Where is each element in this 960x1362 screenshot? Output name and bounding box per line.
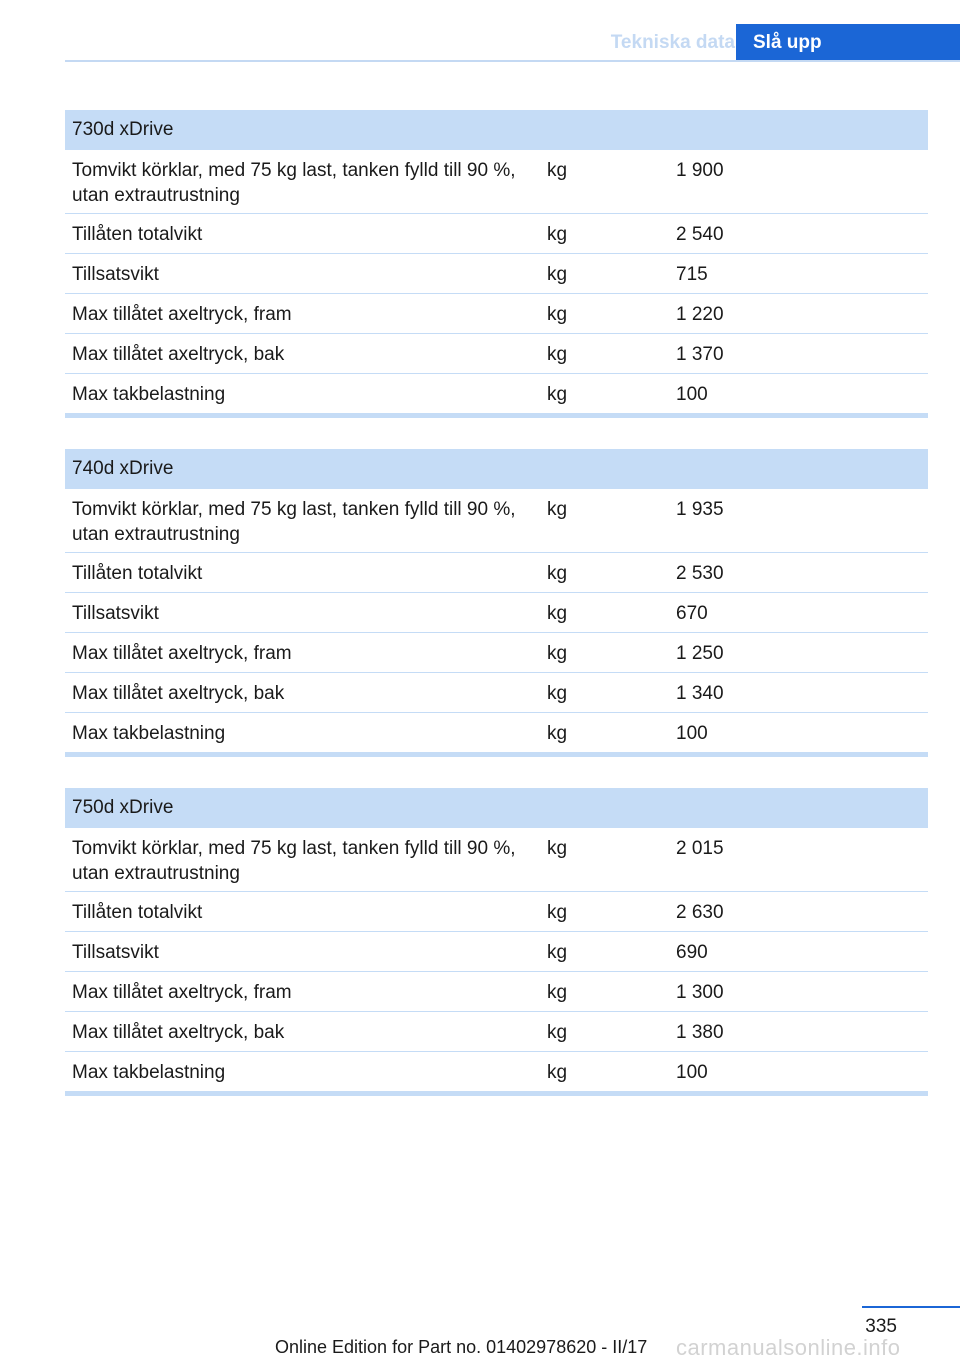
table-row: [65, 1052, 928, 1092]
table-row: [65, 972, 928, 1012]
row-label: Max takbelastning: [72, 384, 226, 405]
table-row: [65, 828, 928, 892]
row-label: Tillsatsvikt: [72, 264, 159, 285]
spec-table-750d: [65, 788, 928, 1096]
table-row: [65, 374, 928, 414]
table-row: [65, 214, 928, 254]
row-unit: kg: [547, 942, 568, 963]
row-unit: kg: [547, 224, 568, 245]
table-row: [65, 932, 928, 972]
row-value: 1 220: [676, 304, 724, 325]
row-unit: kg: [547, 1062, 568, 1083]
row-label: Tomvikt körklar, med 75 kg last, tanken fylld till 90 %, utan extrautrustning: [72, 160, 516, 206]
row-unit: kg: [547, 264, 568, 285]
row-unit: kg: [547, 304, 568, 325]
table-header: 740d xDrive: [65, 449, 928, 489]
row-label: Tillsatsvikt: [72, 942, 159, 963]
table-row: [65, 334, 928, 374]
row-value: 1 300: [676, 982, 724, 1003]
table-row: [65, 892, 928, 932]
row-unit: kg: [547, 1022, 568, 1043]
table-row: [65, 633, 928, 673]
row-value: 1 935: [676, 499, 724, 520]
row-label: Max tillåtet axeltryck, bak: [72, 683, 285, 704]
row-label: Max tillåtet axeltryck, fram: [72, 982, 292, 1003]
row-label: Max tillåtet axeltryck, fram: [72, 304, 292, 325]
edition-note: Online Edition for Part no. 01402978620 - II/17: [275, 1337, 648, 1357]
row-value: 715: [676, 264, 708, 285]
table-end-rule: [65, 1091, 928, 1096]
row-value: 2 530: [676, 563, 724, 584]
row-value: 100: [676, 723, 708, 744]
row-unit: kg: [547, 723, 568, 744]
row-value: 1 250: [676, 643, 724, 664]
row-value: 1 370: [676, 344, 724, 365]
row-label: Tillåten totalvikt: [72, 902, 203, 923]
row-unit: kg: [547, 902, 568, 923]
footer-divider: [862, 1306, 960, 1308]
table-row: [65, 150, 928, 214]
watermark: carmanualsonline.info: [676, 1335, 901, 1360]
row-value: 1 340: [676, 683, 724, 704]
header-divider: [65, 60, 960, 62]
table-row: [65, 713, 928, 753]
row-unit: kg: [547, 499, 568, 520]
row-label: Tomvikt körklar, med 75 kg last, tanken fylld till 90 %, utan extrautrustning: [72, 499, 516, 545]
row-label: Tomvikt körklar, med 75 kg last, tanken fylld till 90 %, utan extrautrustning: [72, 838, 516, 884]
table-end-rule: [65, 413, 928, 418]
row-label: Tillsatsvikt: [72, 603, 159, 624]
row-label: Tillåten totalvikt: [72, 563, 203, 584]
row-value: 2 015: [676, 838, 724, 859]
row-label: Max tillåtet axeltryck, bak: [72, 1022, 285, 1043]
row-unit: kg: [547, 160, 568, 181]
table-header: 750d xDrive: [65, 788, 928, 828]
spec-table-740d: [65, 449, 928, 757]
row-value: 2 540: [676, 224, 724, 245]
table-row: [65, 593, 928, 633]
row-unit: kg: [547, 563, 568, 584]
section-title: Tekniska data: [610, 32, 735, 53]
row-unit: kg: [547, 683, 568, 704]
table-row: [65, 254, 928, 294]
row-label: Max takbelastning: [72, 723, 226, 744]
table-row: [65, 1012, 928, 1052]
row-label: Max tillåtet axeltryck, fram: [72, 643, 292, 664]
table-header: 730d xDrive: [65, 110, 928, 150]
row-unit: kg: [547, 643, 568, 664]
table-row: [65, 294, 928, 334]
table-end-rule: [65, 752, 928, 757]
row-unit: kg: [547, 603, 568, 624]
table-row: [65, 553, 928, 593]
row-label: Max takbelastning: [72, 1062, 226, 1083]
row-unit: kg: [547, 982, 568, 1003]
row-value: 1 900: [676, 160, 724, 181]
row-value: 2 630: [676, 902, 724, 923]
table-row: [65, 673, 928, 713]
row-unit: kg: [547, 384, 568, 405]
row-value: 100: [676, 1062, 708, 1083]
row-unit: kg: [547, 344, 568, 365]
tab-look-up[interactable]: Slå upp: [736, 24, 960, 62]
row-unit: kg: [547, 838, 568, 859]
row-value: 1 380: [676, 1022, 724, 1043]
row-label: Tillåten totalvikt: [72, 224, 203, 245]
page-number: 335: [865, 1316, 897, 1337]
row-value: 670: [676, 603, 708, 624]
row-label: Max tillåtet axeltryck, bak: [72, 344, 285, 365]
table-row: [65, 489, 928, 553]
row-value: 690: [676, 942, 708, 963]
row-value: 100: [676, 384, 708, 405]
spec-table-730d: [65, 110, 928, 418]
